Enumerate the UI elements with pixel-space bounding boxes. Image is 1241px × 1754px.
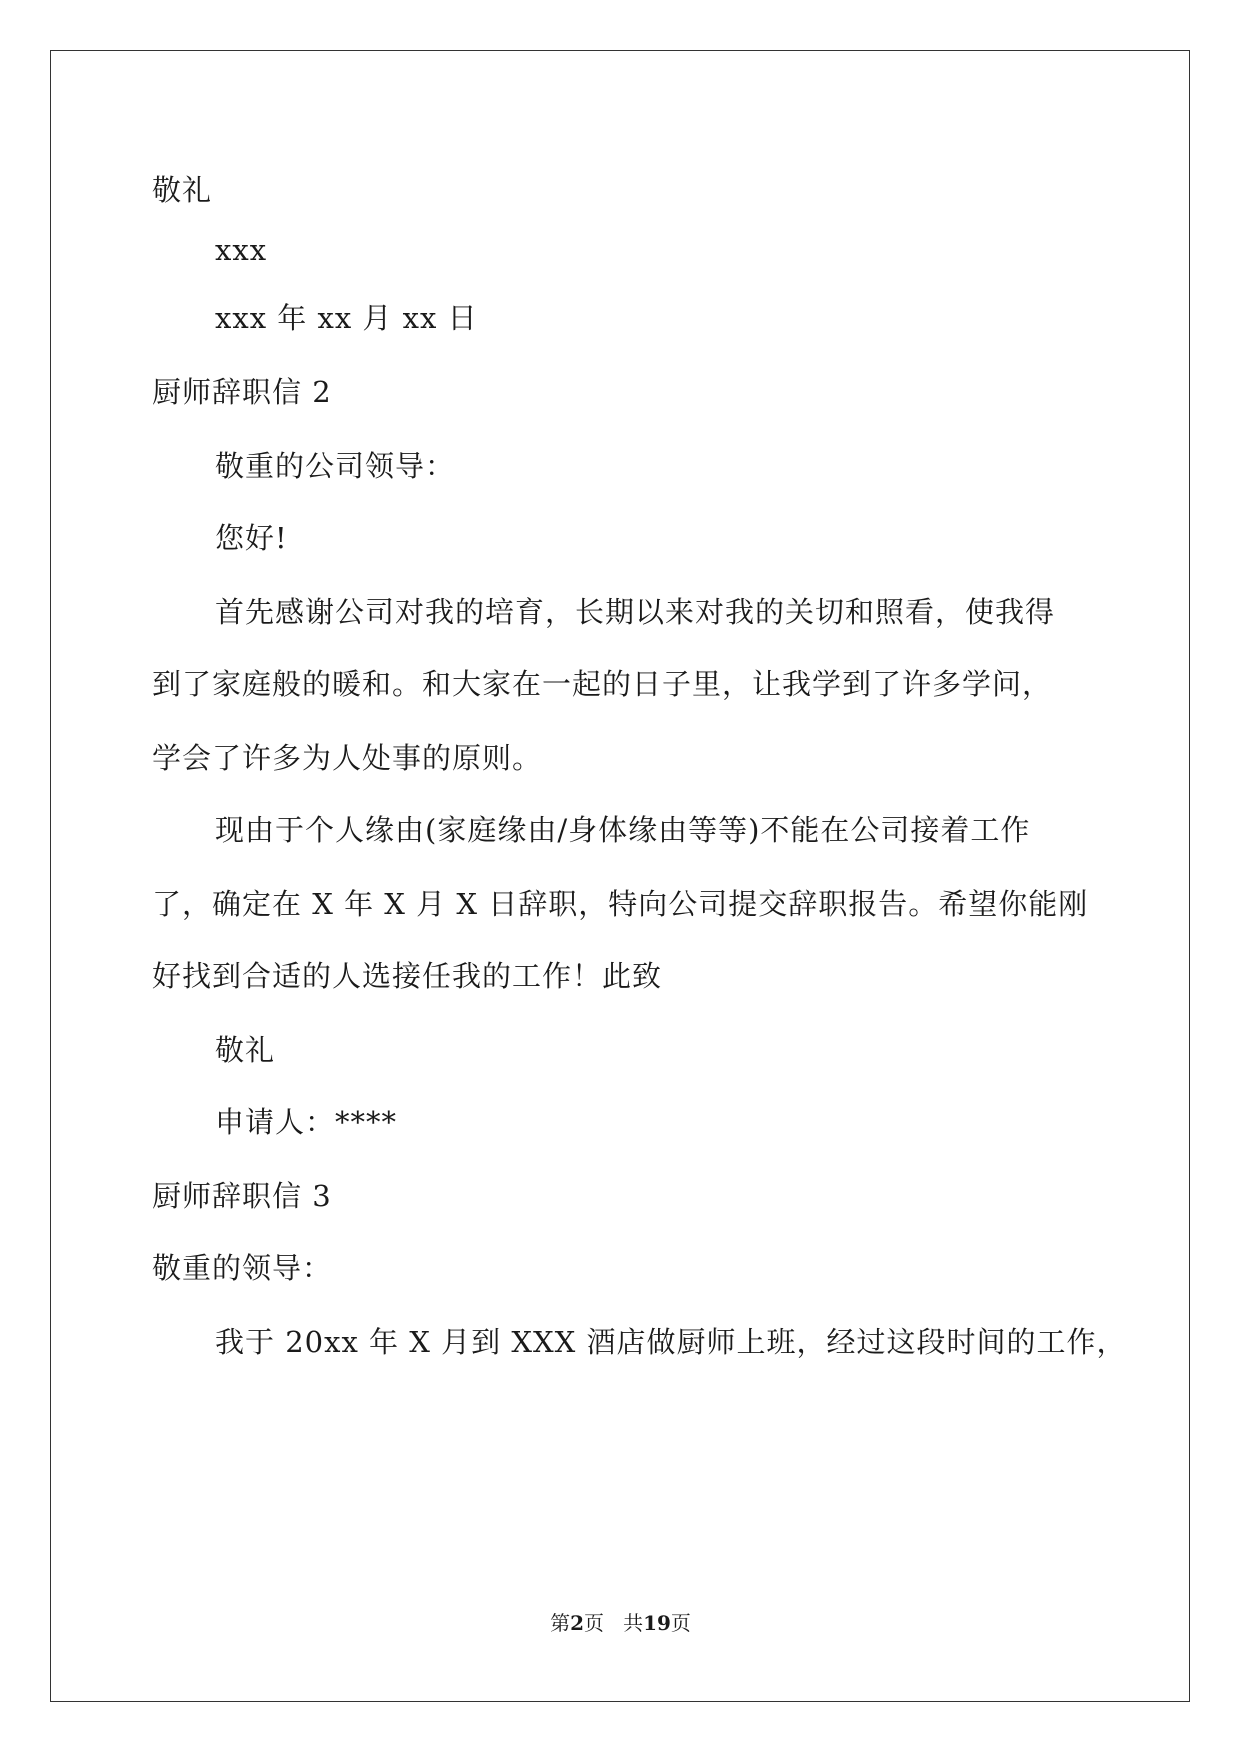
signature-date: xxx 年 xx 月 xx 日	[215, 301, 478, 335]
footer-total-pages: 19	[643, 1611, 671, 1635]
signature-name: xxx	[215, 233, 268, 267]
paragraph-1-line-3: 学会了许多为人处事的原则。	[152, 741, 543, 775]
greeting: 敬重的公司领导：	[215, 449, 456, 483]
page-footer	[0, 1610, 1241, 1636]
paragraph-2-line-2: 了，确定在 X 年 X 月 X 日辞职，特向公司提交辞职报告。希望你能刚	[152, 887, 1089, 921]
closing-salutation-2: 敬礼	[215, 1033, 276, 1067]
closing-salutation: 敬礼	[152, 173, 213, 207]
hello: 您好!	[215, 521, 288, 555]
paragraph-2-line-3: 好找到合适的人选接任我的工作！此致	[152, 959, 663, 993]
applicant: 申请人：****	[215, 1105, 398, 1139]
paragraph-1-line-2: 到了家庭般的暖和。和大家在一起的日子里，让我学到了许多学问，	[152, 667, 1053, 701]
section-title-2: 厨师辞职信 2	[152, 375, 332, 409]
footer-prefix: 第	[550, 1611, 571, 1635]
paragraph-3-line-1: 我于 20xx 年 X 月到 XXX 酒店做厨师上班，经过这段时间的工作，	[215, 1325, 1127, 1359]
greeting-3: 敬重的领导：	[152, 1251, 333, 1285]
section-title-3: 厨师辞职信 3	[152, 1179, 332, 1213]
footer-middle: 页 共	[584, 1611, 644, 1635]
paragraph-1-line-1: 首先感谢公司对我的培育，长期以来对我的关切和照看，使我得	[215, 595, 1056, 629]
paragraph-2-line-1: 现由于个人缘由(家庭缘由/身体缘由等等)不能在公司接着工作	[215, 813, 1031, 847]
footer-suffix: 页	[670, 1611, 691, 1635]
footer-page-number: 2	[570, 1611, 584, 1635]
